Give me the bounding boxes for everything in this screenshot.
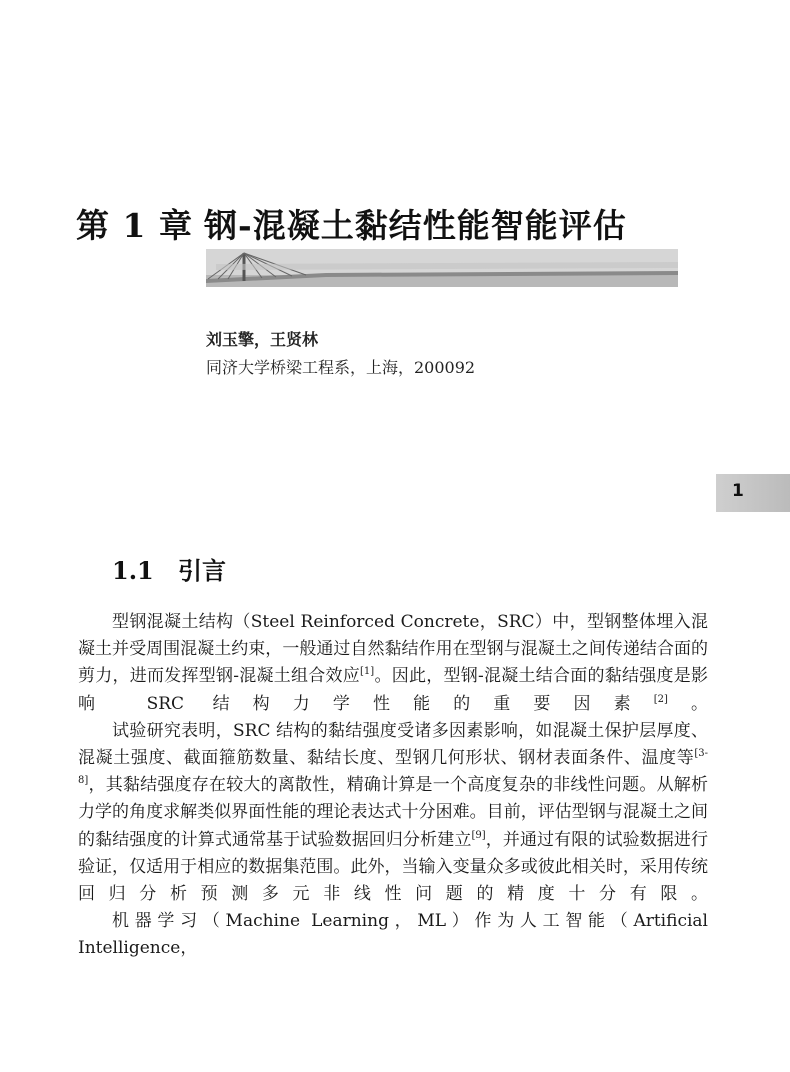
section-heading <box>112 551 226 586</box>
paragraph-text: 。 <box>667 693 708 714</box>
paragraph-text: 试验研究表明，SRC 结构的黏结强度受诸多因素影响，如混凝土保护层厚度、混凝土强度、截面箍筋数量、黏结长度、型钢几何形状、钢材表面条件、温度等 <box>78 720 708 769</box>
paragraph-text: ，其黏结强度存在较大的离散性，精确计算是一个高度复杂的非线性问题。从解析力学的角度求解类似界面性能的理论表达式十分困难。目前，评估型钢与混凝土之间的黏结强度的计算式通常基于试验数据回归分析建立 <box>78 775 708 850</box>
chapter-tab-number: 1 <box>732 481 744 501</box>
paragraph <box>78 609 708 718</box>
citation: [1] <box>360 666 375 678</box>
paragraph-text: 。因此，型钢-混凝土结合面的黏结强度是影响 SRC 结构力学性能的重要因素 <box>78 666 708 714</box>
citation: [3-8] <box>78 748 708 787</box>
bridge-illustration <box>206 249 678 287</box>
body-text <box>78 609 708 963</box>
paragraph-text: 机器学习（Machine Learning，ML）作为人工智能（Artificial Intelligence， <box>78 911 708 959</box>
paragraph-text: 型钢混凝土结构（Steel Reinforced Concrete，SRC）中，型钢整体埋入混凝土并受周围混凝土约束，一般通过自然黏结作用在型钢与混凝土之间传递结合面的剪力，进而发挥型钢-混凝土组合效应 <box>78 612 708 687</box>
paragraph <box>78 718 708 908</box>
paragraph-text: ，并通过有限的试验数据进行验证，仅适用于相应的数据集范围。此外，当输入变量众多或彼此相关时，采用传统回归分析预测多元非线性问题的精度十分有限。 <box>78 829 709 905</box>
section-title: 引言 <box>178 556 226 585</box>
chapter-heading <box>76 200 627 247</box>
paragraph <box>78 908 708 962</box>
citation: [2] <box>653 693 668 705</box>
chapter-title: 钢-混凝土黏结性能智能评估 <box>204 206 627 245</box>
chapter-banner-image <box>206 249 678 287</box>
authors: 刘玉擎，王贤林 <box>206 330 319 349</box>
citation: [9] <box>471 829 486 841</box>
affiliation: 同济大学桥梁工程系，上海，200092 <box>206 358 476 377</box>
chapter-thumb-tab <box>716 474 790 512</box>
chapter-number: 第 1 章 <box>76 206 193 245</box>
section-number: 1.1 <box>112 556 154 585</box>
